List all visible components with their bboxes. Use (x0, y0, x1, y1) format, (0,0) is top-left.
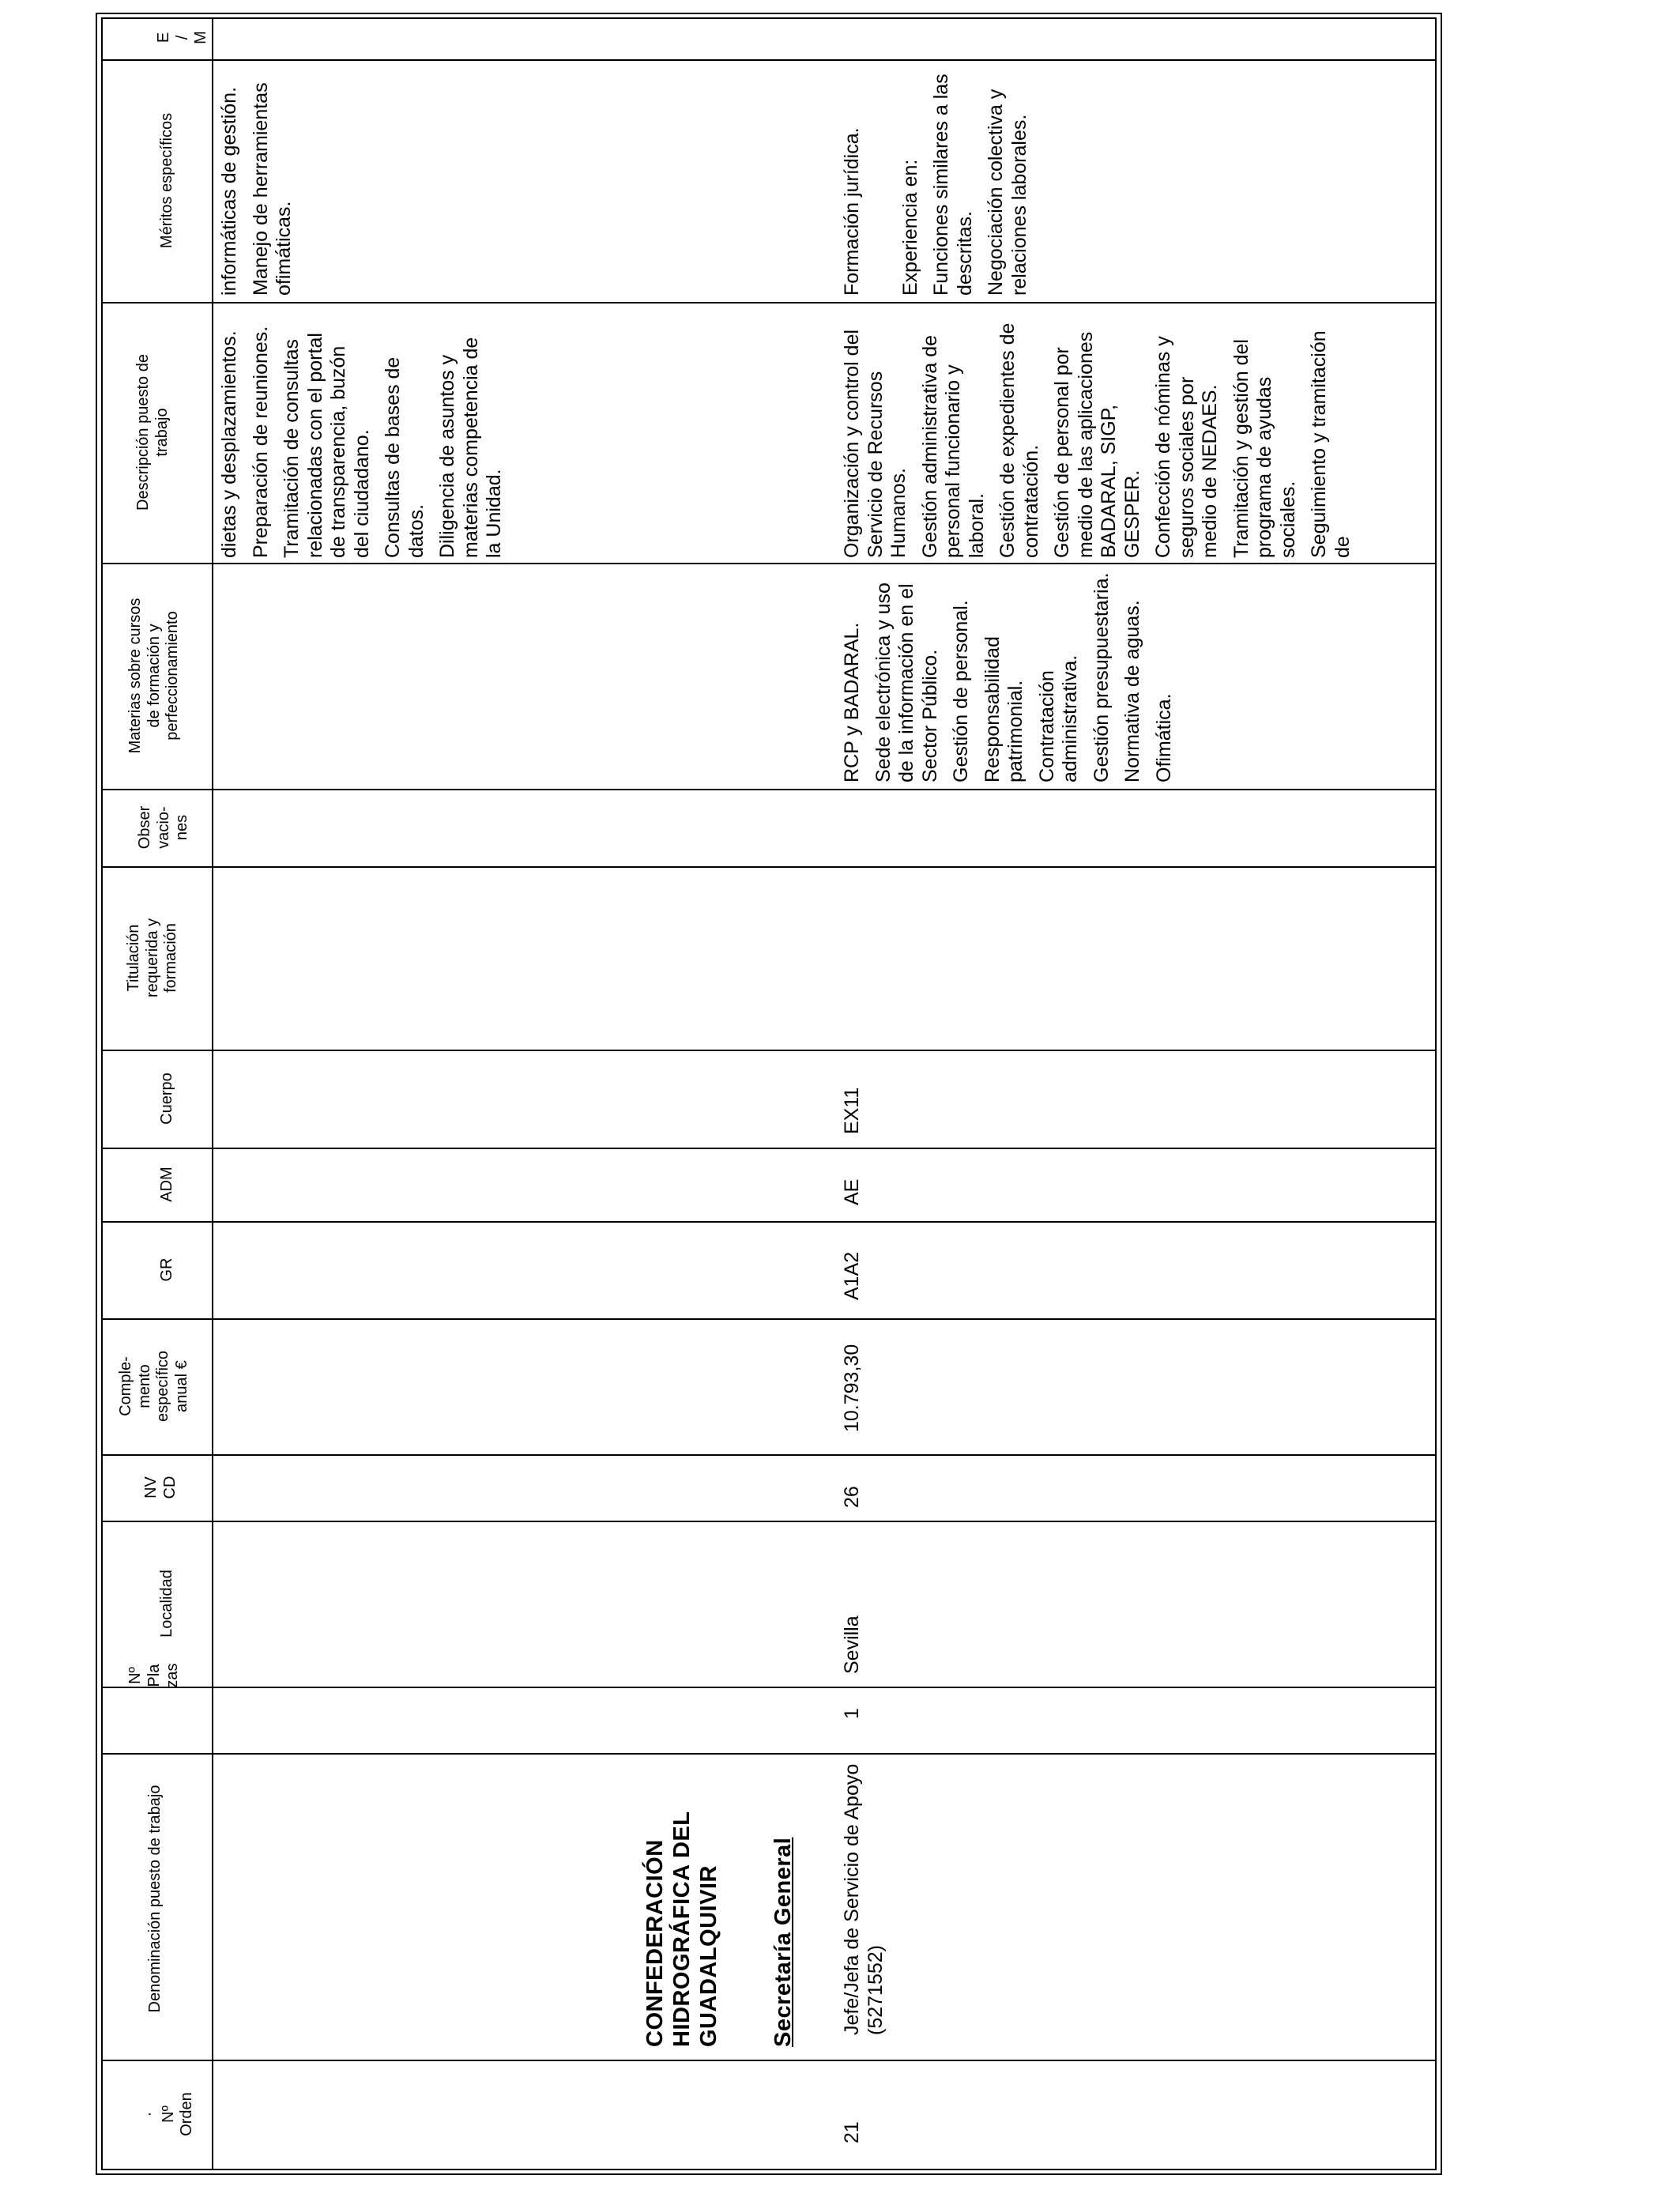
header-gr: GR (158, 1257, 175, 1282)
column-divider (101, 1221, 1437, 1223)
column-divider (101, 59, 1437, 61)
header-complemento: Comple- mento específico anual € (117, 1350, 190, 1423)
header-nv-cd: NV CD (142, 1476, 179, 1499)
continuation-descripcion: dietas y desplazamientos. Preparación de reuniones. Tramitación de consultas relacionadas con el portal de transparencia, buzón del ciudadano. Consultas de bases de datos. Diligencia de asuntos y materias competencia de la Unidad. (218, 326, 505, 558)
row-orden: 21 (841, 2121, 863, 2143)
organism-heading: CONFEDERACIÓN HIDROGRÁFICA DEL GUADALQUIVIR (642, 1811, 722, 2047)
column-divider (101, 1318, 1437, 1320)
header-separator (212, 17, 213, 2170)
column-divider (101, 302, 1437, 303)
header-adm: ADM (158, 1167, 175, 1202)
column-divider (101, 1687, 1437, 1688)
column-divider (101, 1521, 1437, 1522)
column-divider (101, 866, 1437, 868)
row-complemento: 10.793,30 (841, 1344, 863, 1432)
row-materias: RCP y BADARAL. Sede electrónica y uso de la información en el Sector Público. Gestión de personal. Responsabilidad patrimonial. Contratación administrativa. Gestión presupuestaria. Normativa de aguas. Ofimática. (841, 572, 1175, 782)
row-adm: AE (841, 1178, 863, 1205)
row-descripcion: Organización y control del Servicio de Recursos Humanos. Gestión administrativa de personal funcionario y laboral. Gestión de expedientes de contratación. Gestión de personal por medio de las aplicaciones BADARAL, SIGP, GESPER. Confección de nóminas y seguros sociales por medio de NEDAES. Tramitación y gestión del programa de ayudas sociales. Seguimiento y tramitación de (841, 322, 1354, 558)
row-meritos: Formación jurídica. Experiencia en: Funciones similares a las descritas. Negociación colectiva y relaciones laborales. (841, 74, 1030, 296)
column-divider (101, 2060, 1437, 2061)
header-denominacion: Denominación puesto de trabajo (146, 1785, 164, 2013)
row-nv-cd: 26 (841, 1486, 863, 1508)
column-divider (101, 1454, 1437, 1456)
row-localidad: Sevilla (841, 1615, 863, 1674)
row-denominacion: Jefe/Jefa de Servicio de Apoyo (5271552) (841, 1763, 887, 2035)
column-divider (101, 1753, 1437, 1755)
row-plazas: 1 (841, 1708, 863, 1719)
continuation-meritos: informáticas de gestión. Manejo de herramientas ofimáticas. (218, 82, 295, 296)
header-titulacion: Titulación requerida y formación (125, 918, 180, 998)
header-plazas: Nº Pla zas (126, 1663, 182, 1688)
column-divider (101, 789, 1437, 790)
row-cuerpo: EX11 (841, 1087, 863, 1134)
header-cuerpo: Cuerpo (158, 1072, 175, 1125)
header-localidad: Localidad (158, 1570, 175, 1638)
row-gr: A1A2 (841, 1251, 863, 1300)
column-divider (101, 1050, 1437, 1051)
header-meritos: Méritos específicos (158, 112, 175, 249)
unit-heading: Secretaría General (770, 1837, 796, 2047)
header-descripcion: Descripción puesto de trabajo (134, 354, 171, 511)
header-orden: · Nº Orden (141, 2092, 196, 2136)
column-divider (101, 1148, 1437, 1149)
header-em: E / M (155, 31, 210, 44)
header-materias: Materias sobre cursos de formación y perfeccionamiento (126, 598, 182, 754)
column-divider (101, 563, 1437, 564)
header-observaciones: Obser vacio- nes (136, 805, 191, 850)
